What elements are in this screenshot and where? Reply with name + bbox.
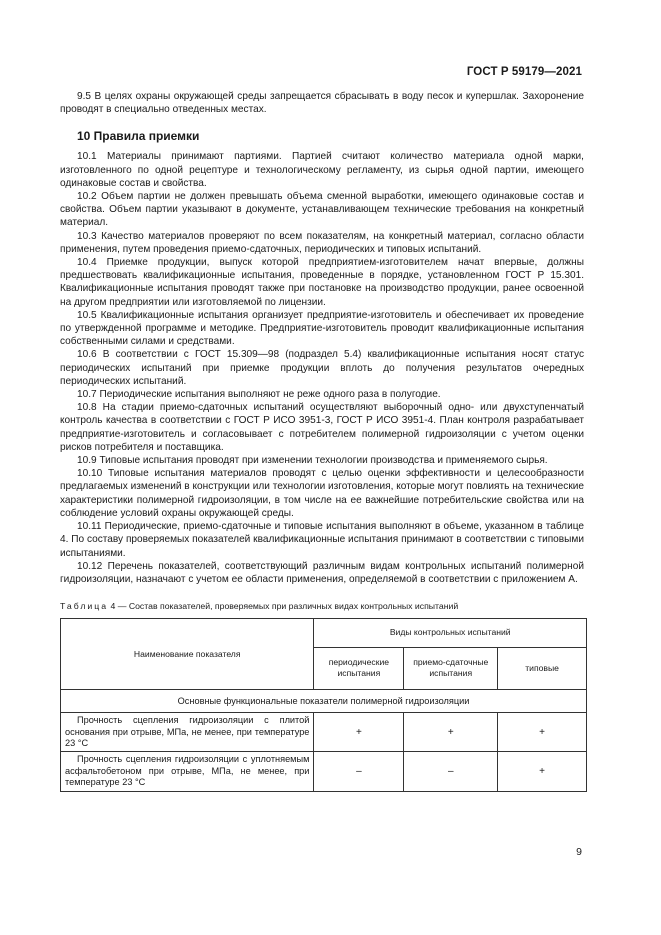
paragraph-10-6: 10.6 В соответствии с ГОСТ 15.309—98 (подраздел 5.4) квалификационные испытания носят статус периодических испытаний при приемке продукции вплоть до получения результатов очередных периодических испытаний.	[60, 349, 584, 387]
row-type-mark: +	[498, 713, 587, 752]
table-row	[61, 752, 587, 791]
column-header-indicator-name: Наименование показателя	[61, 619, 314, 690]
paragraph-10-5: 10.5 Квалификационные испытания организует предприятие-изготовитель и обеспечивает их проведение по утвержденной программе и методике. Предприятие-изготовитель проводит квалификационные испытания собственными силами и средствами.	[60, 309, 584, 348]
column-header-type: типовые	[498, 647, 587, 690]
table-group-row: Основные функциональные показатели полимерной гидроизоляции	[61, 690, 587, 713]
row-indicator-name: Прочность сцепления гидроизоляции с плитой основания при отрыве, МПа, не менее, при температуре 23 °С	[61, 713, 314, 752]
table-caption	[60, 600, 584, 612]
row-indicator-name: Прочность сцепления гидроизоляции с уплотняемым асфальтобетоном при отрыве, МПа, не менее, при температуре 23 °С	[61, 752, 314, 791]
page-number: 9	[576, 846, 582, 858]
paragraph-10-12: 10.12 Перечень показателей, соответствующий различным видам контрольных испытаний полимерной гидроизоляции, назначают с учетом ее области применения, определяемой в соответствии с приложением А.	[60, 560, 584, 585]
column-header-periodic: периодические испытания	[314, 647, 404, 690]
row-acceptance-mark: +	[404, 713, 498, 752]
paragraph-10-7: 10.7 Периодические испытания выполняют не реже одного раза в полугодие.	[77, 389, 441, 401]
table-caption-text: 4 — Состав показателей, проверяемых при различных видах контрольных испытаний	[110, 601, 459, 612]
intro-paragraph: 9.5 В целях охраны окружающей среды запрещается сбрасывать в воду песок и купершлак. Захоронение проводят в специально отведенных местах.	[60, 91, 584, 116]
paragraph-10-8: 10.8 На стадии приемо-сдаточных испытаний осуществляют выборочный одно- или двухступенчатый контроль качества в соответствии с ГОСТ Р ИСО 3951-3, ГОСТ Р ИСО 3951-4. План контроля разрабатывает предприятие-изготовитель и согласовывает с потребителем полимерной гидроизоляции с учетом оценки рисков потребителя и поставщика.	[60, 402, 584, 453]
row-periodic-mark: +	[314, 713, 404, 752]
paragraph-10-2: 10.2 Объем партии не должен превышать объема сменной выработки, имеющего одинаковые состав и свойства. Объем партии указывают в документе, устанавливающем технические требования на конкретный материал.	[60, 191, 584, 229]
table-row	[61, 713, 587, 752]
paragraph-10-9: 10.9 Типовые испытания проводят при изменении технологии производства и применяемого сырья.	[77, 455, 548, 467]
row-acceptance-mark: –	[404, 752, 498, 791]
column-header-acceptance: приемо-сдаточные испытания	[404, 647, 498, 690]
paragraph-10-10: 10.10 Типовые испытания материалов проводят с целью оценки эффективности и целесообразности предлагаемых изменений в конструкции или технологии изготовления, которые могут повлиять на технические характеристики полимерной гидроизоляции, в том числе на ее важнейшие потребительские свойства или на соблюдение условий охраны окружающей среды.	[60, 468, 584, 519]
row-type-mark: +	[498, 752, 587, 791]
paragraph-10-4: 10.4 Приемке продукции, выпуск которой предприятием-изготовителем начат впервые, должны предшествовать квалификационные испытания, проведенные в порядке, установленном ГОСТ Р 15.301. Квалификационные испытания проводят также при постановке на производство продукции, ранее освоенной на другом предприятии или изготовляемой по лицензии.	[60, 257, 584, 308]
column-group-header-test-types: Виды контрольных испытаний	[314, 619, 587, 647]
paragraph-10-11: 10.11 Периодические, приемо-сдаточные и типовые испытания выполняют в объеме, указанном в таблице 4. По составу проверяемых показателей квалификационные испытания принимают в соответствии с типовыми испытаниями.	[60, 521, 584, 559]
row-periodic-mark: –	[314, 752, 404, 791]
table-caption-label: Таблица	[60, 601, 109, 612]
paragraph-10-1: 10.1 Материалы принимают партиями. Партией считают количество материала одной марки, изготовленного по одной рецептуре и технологическому регламенту, из сырья одной партии, имеющего одинаковые состав и свойства.	[60, 151, 584, 189]
document-code: ГОСТ Р 59179—2021	[466, 66, 582, 78]
paragraph-10-3: 10.3 Качество материалов проверяют по всем показателям, на конкретный материал, согласно области применения, путем проведения приемо-сдаточных, периодических и типовых испытаний.	[60, 230, 584, 255]
section-title: 10 Правила приемки	[77, 129, 200, 144]
indicators-table	[60, 618, 587, 791]
page-body	[60, 90, 584, 792]
